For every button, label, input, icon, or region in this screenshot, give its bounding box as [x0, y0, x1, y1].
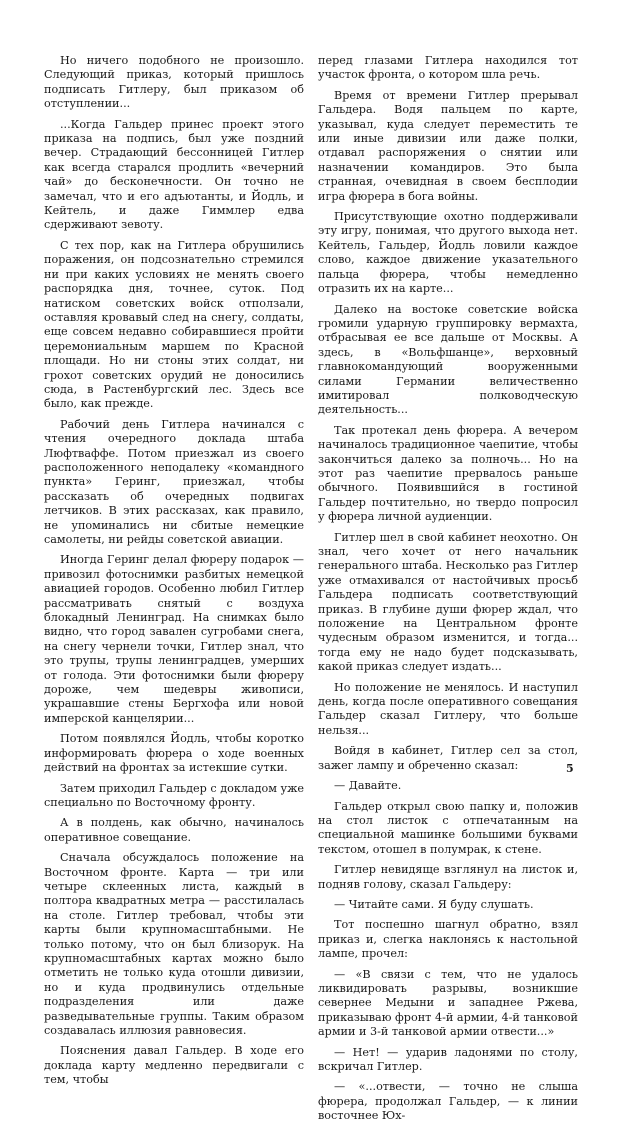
dialogue-line: — «...отвести, — точно не слыша фюрера, продолжал Гальдер, — к линии восточнее Юх-: [318, 1080, 578, 1123]
paragraph: Но ничего подобного не произошло. Следующий приказ, который пришлось подписать Гитлеру, был приказом об отступлении...: [44, 54, 304, 111]
dialogue-line: — Давайте.: [334, 779, 402, 793]
paragraph: Войдя в кабинет, Гитлер сел за стол, зажег лампу и обреченно сказал:: [318, 744, 578, 772]
page-number: 5: [566, 762, 574, 775]
paragraph: Далеко на востоке советские войска громили ударную группировку вермахта, отбрасывая ее все дальше от Москвы. А здесь, в «Вольфшанце», верховный главнокомандующий вооруженными силами Германии величественно имитировал полководческую деятельность...: [318, 302, 578, 417]
paragraph: Иногда Геринг делал фюреру подарок — привозил фотоснимки разбитых немецкой авиацией городов. Особенно любил Гитлер рассматривать снятый с воздуха блокадный Ленинград. На снимках было видно, что город завален сугробами снега, на снегу чернели точки, Гитлер знал, что это трупы, трупы ленинградцев, умерших от голода. Эти фотоснимки были фюреру дороже, чем шедевры живописи, украшавшие стены Бергхофа или новой имперской канцелярии...: [44, 553, 304, 725]
paragraph: Гитлер невидяще взглянул на листок и, подняв голову, сказал Гальдеру:: [318, 863, 578, 891]
paragraph: А в полдень, как обычно, начиналось оперативное совещание.: [44, 816, 304, 844]
paragraph: Так протекал день фюрера. А вечером начиналось традиционное чаепитие, чтобы закончиться далеко за полночь... Но на этот раз чаепитие прервалось раньше обычного. Появившийся в гостиной Гальдер почтительно, но твердо попросил у фюрера личной аудиенции.: [318, 423, 578, 524]
paragraph: Гитлер шел в свой кабинет неохотно. Он знал, чего хочет от него начальник генерального штаба. Несколько раз Гитлер уже отмахивался от настойчивых просьб Гальдера подписать соответствующий приказ. В глубине души фюрер ждал, что положение на Центральном фронте чудесным образом изменится, и тогда... тогда ему не надо будет подсказывать, какой приказ следует издать...: [318, 530, 578, 674]
paragraph: Но положение не менялось. И наступил день, когда после оперативного совещания Гальдер сказал Гитлеру, что больше нельзя...: [318, 680, 578, 737]
paragraph: Рабочий день Гитлера начинался с чтения очередного доклада штаба Люфтваффе. Потом приезжал из своего расположенного неподалеку «командного пункта» Геринг, приезжал, чтобы рассказать об очередных подвигах летчиков. В этих рассказах, как правило, не упоминались ни сбитые немецкие самолеты, ни рейды советской авиации.: [44, 417, 304, 546]
left-column: [44, 54, 304, 1094]
dialogue-line: — Нет! — ударив ладонями по столу, вскричал Гитлер.: [318, 1045, 578, 1073]
dialogue-line: — «В связи с тем, что не удалось ликвидировать разрывы, возникшие севернее Медыни и западнее Ржева, приказываю фронт 4-й армии, 4-й танковой армии и 3-й танковой армии отвести...»: [318, 967, 578, 1039]
paragraph: Время от времени Гитлер прерывал Гальдера. Водя пальцем по карте, указывал, куда следует переместить те или иные дивизии или даже полки, отдавал распоряжения о снятии или назначении командиров. Это была странная, очевидная в своем бесплодии игра фюрера в бога войны.: [318, 88, 578, 203]
paragraph: Потом появлялся Йодль, чтобы коротко информировать фюрера о ходе военных действий на фронтах за истекшие сутки.: [44, 732, 304, 775]
paragraph: С тех пор, как на Гитлера обрушились поражения, он подсознательно стремился ни при каких условиях не менять своего распорядка дня, точнее, суток. Под натиском советских войск отползали, оставляя кровавый след на снегу, солдаты, еще совсем недавно собиравшиеся пройти церемониальным маршем по Красной площади. Но ни стоны этих солдат, ни грохот советских орудий не доносились сюда, в Растенбургский лес. Здесь все было, как прежде.: [44, 238, 304, 411]
paragraph: перед глазами Гитлера находился тот участок фронта, о котором шла речь.: [318, 54, 578, 82]
paragraph: Тот поспешно шагнул обратно, взял приказ и, слегка наклонясь к настольной лампе, прочел:: [318, 918, 578, 961]
paragraph: ...Когда Гальдер принес проект этого приказа на подпись, был уже поздний вечер. Страдающий бессонницей Гитлер как всегда старался продлить «вечерний чай» до бесконечности. Он точно не замечал, что и его адъютанты, и Йодль, и Кейтель, и даже Гиммлер едва сдерживают зевоту.: [44, 117, 304, 232]
right-column: [318, 54, 578, 1130]
paragraph: Гальдер открыл свою папку и, положив на стол листок с отпечатанным на специальной машинке большими буквами текстом, отошел в полумрак, к стене.: [318, 799, 578, 856]
paragraph: Присутствующие охотно поддерживали эту игру, понимая, что другого выхода нет. Кейтель, Гальдер, Йодль ловили каждое слово, каждое движение указательного пальца фюрера, чтобы немедленно отразить их на карте...: [318, 210, 578, 296]
dialogue-line: — Читайте сами. Я буду слушать.: [334, 897, 534, 911]
paragraph: Сначала обсуждалось положение на Восточном фронте. Карта — три или четыре склеенных листа, каждый в полтора квадратных метра — расстилалась на столе. Гитлер требовал, чтобы эти карты были крупномасштабными. Не только потому, что он был близорук. На крупномасштабных картах можно было отметить не только куда отошли дивизии, но и куда продвинулись отдельные подразделения или даже разведывательные группы. Таким образом создавалась иллюзия равновесия.: [44, 851, 304, 1037]
paragraph: Пояснения давал Гальдер. В ходе его доклада карту медленно передвигали с тем, чтобы: [44, 1044, 304, 1087]
paragraph: Затем приходил Гальдер с докладом уже специально по Восточному фронту.: [44, 781, 304, 809]
